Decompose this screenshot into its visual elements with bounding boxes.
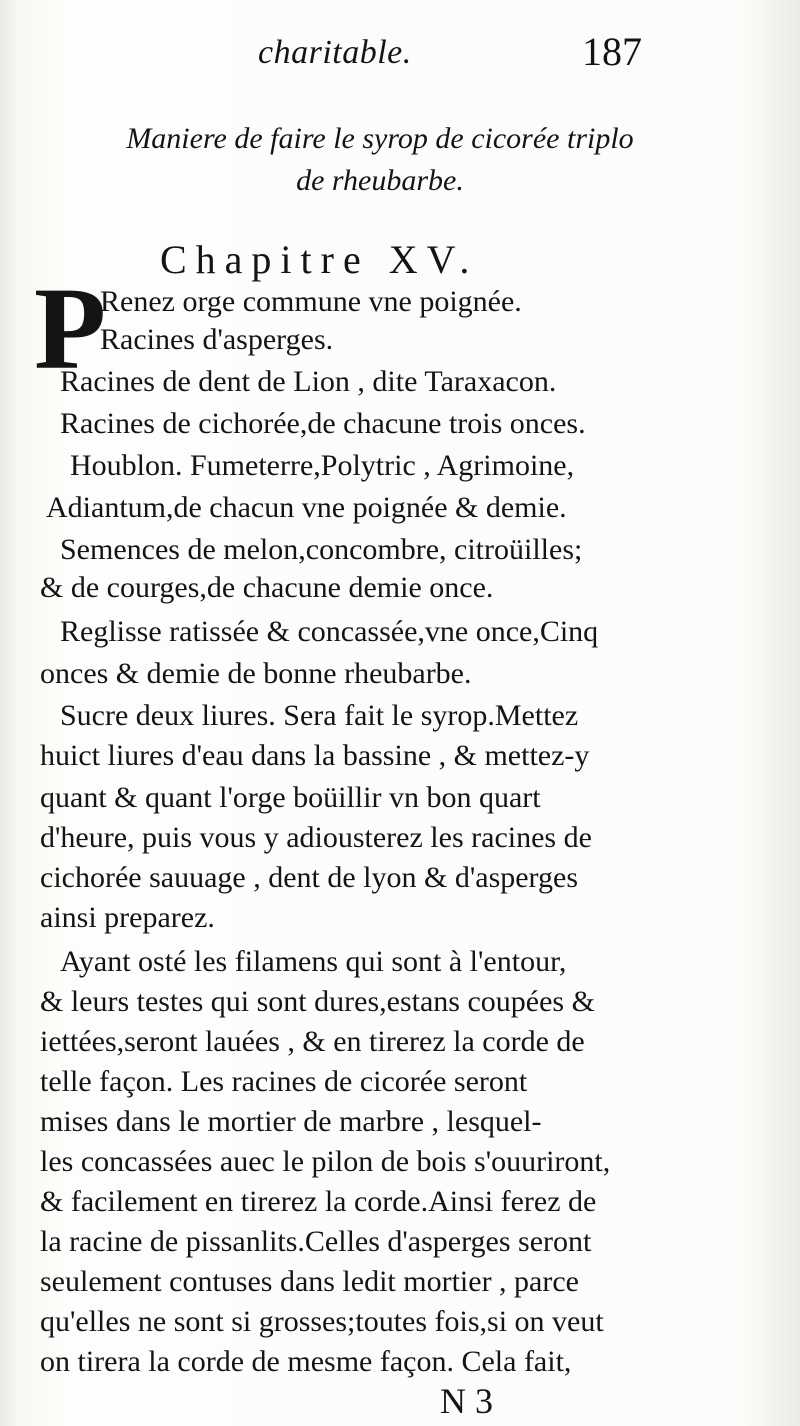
body-line: Sucre deux liures. Sera fait le syrop.Mettez	[60, 699, 579, 732]
drop-cap: P	[34, 263, 107, 394]
body-line: iettées,seront lauées , & en tirerez la corde de	[40, 1025, 585, 1058]
body-line: Ayant osté les filamens qui sont à l'entour,	[60, 945, 567, 978]
chapter-heading: Chapitre XV.	[160, 237, 479, 282]
body-line: seulement contuses dans ledit mortier , parce	[40, 1265, 579, 1298]
body-line: qu'elles ne sont si grosses;toutes fois,si on veut	[40, 1305, 604, 1338]
body-line: ainsi preparez.	[40, 901, 215, 934]
body-line: les concassées auec le pilon de bois s'ouuriront,	[40, 1145, 611, 1178]
running-head-title: charitable.	[258, 34, 412, 71]
body-line: cichorée sauuage , dent de lyon & d'asperges	[40, 861, 578, 894]
body-line: & leurs testes qui sont dures,estans coupées &	[40, 985, 595, 1018]
body-line: Racines de cichorée,de chacune trois onces.	[60, 407, 586, 440]
recipe-title-line-2: de rheubarbe.	[296, 164, 464, 197]
running-head	[0, 28, 800, 78]
body-line: Racines d'asperges.	[100, 323, 334, 356]
body-line: onces & demie de bonne rheubarbe.	[40, 657, 472, 690]
body-line: d'heure, puis vous y adiousterez les racines de	[40, 821, 592, 854]
body-line: mises dans le mortier de marbre , lesquel-	[40, 1105, 542, 1138]
body-line: Racines de dent de Lion , dite Taraxacon.	[60, 365, 557, 398]
body-line: Renez orge commune vne poignée.	[100, 285, 522, 318]
body-line: Houblon. Fumeterre,Polytric , Agrimoine,	[70, 449, 575, 482]
body-line: quant & quant l'orge boüillir vn bon quart	[40, 781, 541, 814]
body-line: on tirera la corde de mesme façon. Cela fait,	[40, 1345, 572, 1378]
body-line: huict liures d'eau dans la bassine , & mettez-y	[40, 739, 590, 772]
body-line: & de courges,de chacune demie once.	[40, 571, 494, 604]
signature-mark: N 3	[440, 1381, 493, 1421]
body-line: & facilement en tirerez la corde.Ainsi ferez de	[40, 1185, 597, 1218]
body-line: telle façon. Les racines de cicorée seront	[40, 1065, 528, 1098]
body-line: Adiantum,de chacun vne poignée & demie.	[46, 491, 567, 524]
recipe-title	[40, 118, 720, 202]
body-line: Reglisse ratissée & concassée,vne once,Cinq	[60, 615, 599, 648]
body-line: Semences de melon,concombre, citroüilles;	[60, 533, 583, 566]
page-number: 187	[582, 29, 642, 74]
body-line: la racine de pissanlits.Celles d'asperges seront	[40, 1225, 592, 1258]
recipe-title-line-1: Maniere de faire le syrop de cicorée triplo	[126, 122, 634, 155]
